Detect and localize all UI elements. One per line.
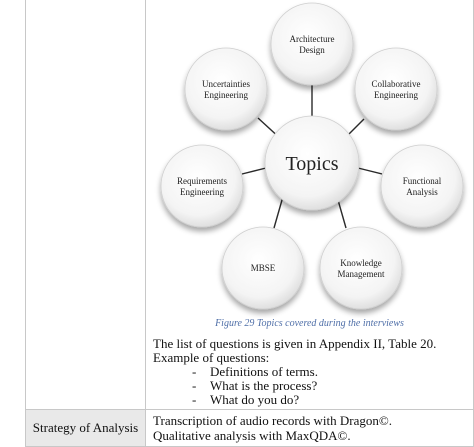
figure-caption: Figure 29 Topics covered during the interviews — [215, 318, 404, 329]
label-collaborative-2: Engineering — [374, 90, 418, 100]
label-knowledge-2: Management — [337, 269, 385, 279]
bullet-dash: - — [192, 364, 197, 379]
connector-functional — [358, 168, 382, 174]
bullet-item: What do you do? — [210, 392, 300, 407]
label-uncertainties-2: Engineering — [204, 90, 248, 100]
bullet-dash: - — [192, 378, 197, 393]
label-topics-center: Topics — [285, 153, 339, 175]
node-knowledge-management — [320, 227, 402, 309]
body-line-appendix: The list of questions is given in Appendix II, Table 20. — [153, 336, 437, 351]
body-line-examples: Example of questions: — [153, 350, 270, 365]
label-mbse: MBSE — [250, 263, 276, 273]
label-functional-1: Functional — [402, 176, 442, 186]
analysis-line-qualitative: Qualitative analysis with MaxQDA©. — [153, 428, 351, 443]
label-uncertainties-1: Uncertainties — [202, 79, 250, 89]
connector-requirements — [242, 168, 266, 174]
label-functional-2: Analysis — [406, 187, 438, 197]
label-collaborative-1: Collaborative — [371, 79, 421, 89]
analysis-line-transcription: Transcription of audio records with Dragon©. — [153, 413, 393, 428]
table-border-left — [25, 0, 26, 447]
node-uncertainties-engineering — [185, 48, 267, 130]
label-architecture-2: Design — [299, 45, 325, 55]
bullet-dash: - — [192, 392, 197, 407]
bullet-item: Definitions of terms. — [210, 364, 318, 379]
label-knowledge-1: Knowledge — [340, 258, 382, 268]
node-collaborative-engineering — [355, 48, 437, 130]
topics-diagram — [146, 0, 473, 318]
node-functional-analysis — [381, 145, 463, 227]
label-requirements-1: Requirements — [177, 176, 227, 186]
bullet-item: What is the process? — [210, 378, 318, 393]
node-requirements-engineering — [161, 145, 243, 227]
label-requirements-2: Engineering — [180, 187, 224, 197]
node-architecture-design — [271, 3, 353, 85]
row-label-strategy: Strategy of Analysis — [32, 420, 139, 435]
label-architecture-1: Architecture — [289, 34, 335, 44]
